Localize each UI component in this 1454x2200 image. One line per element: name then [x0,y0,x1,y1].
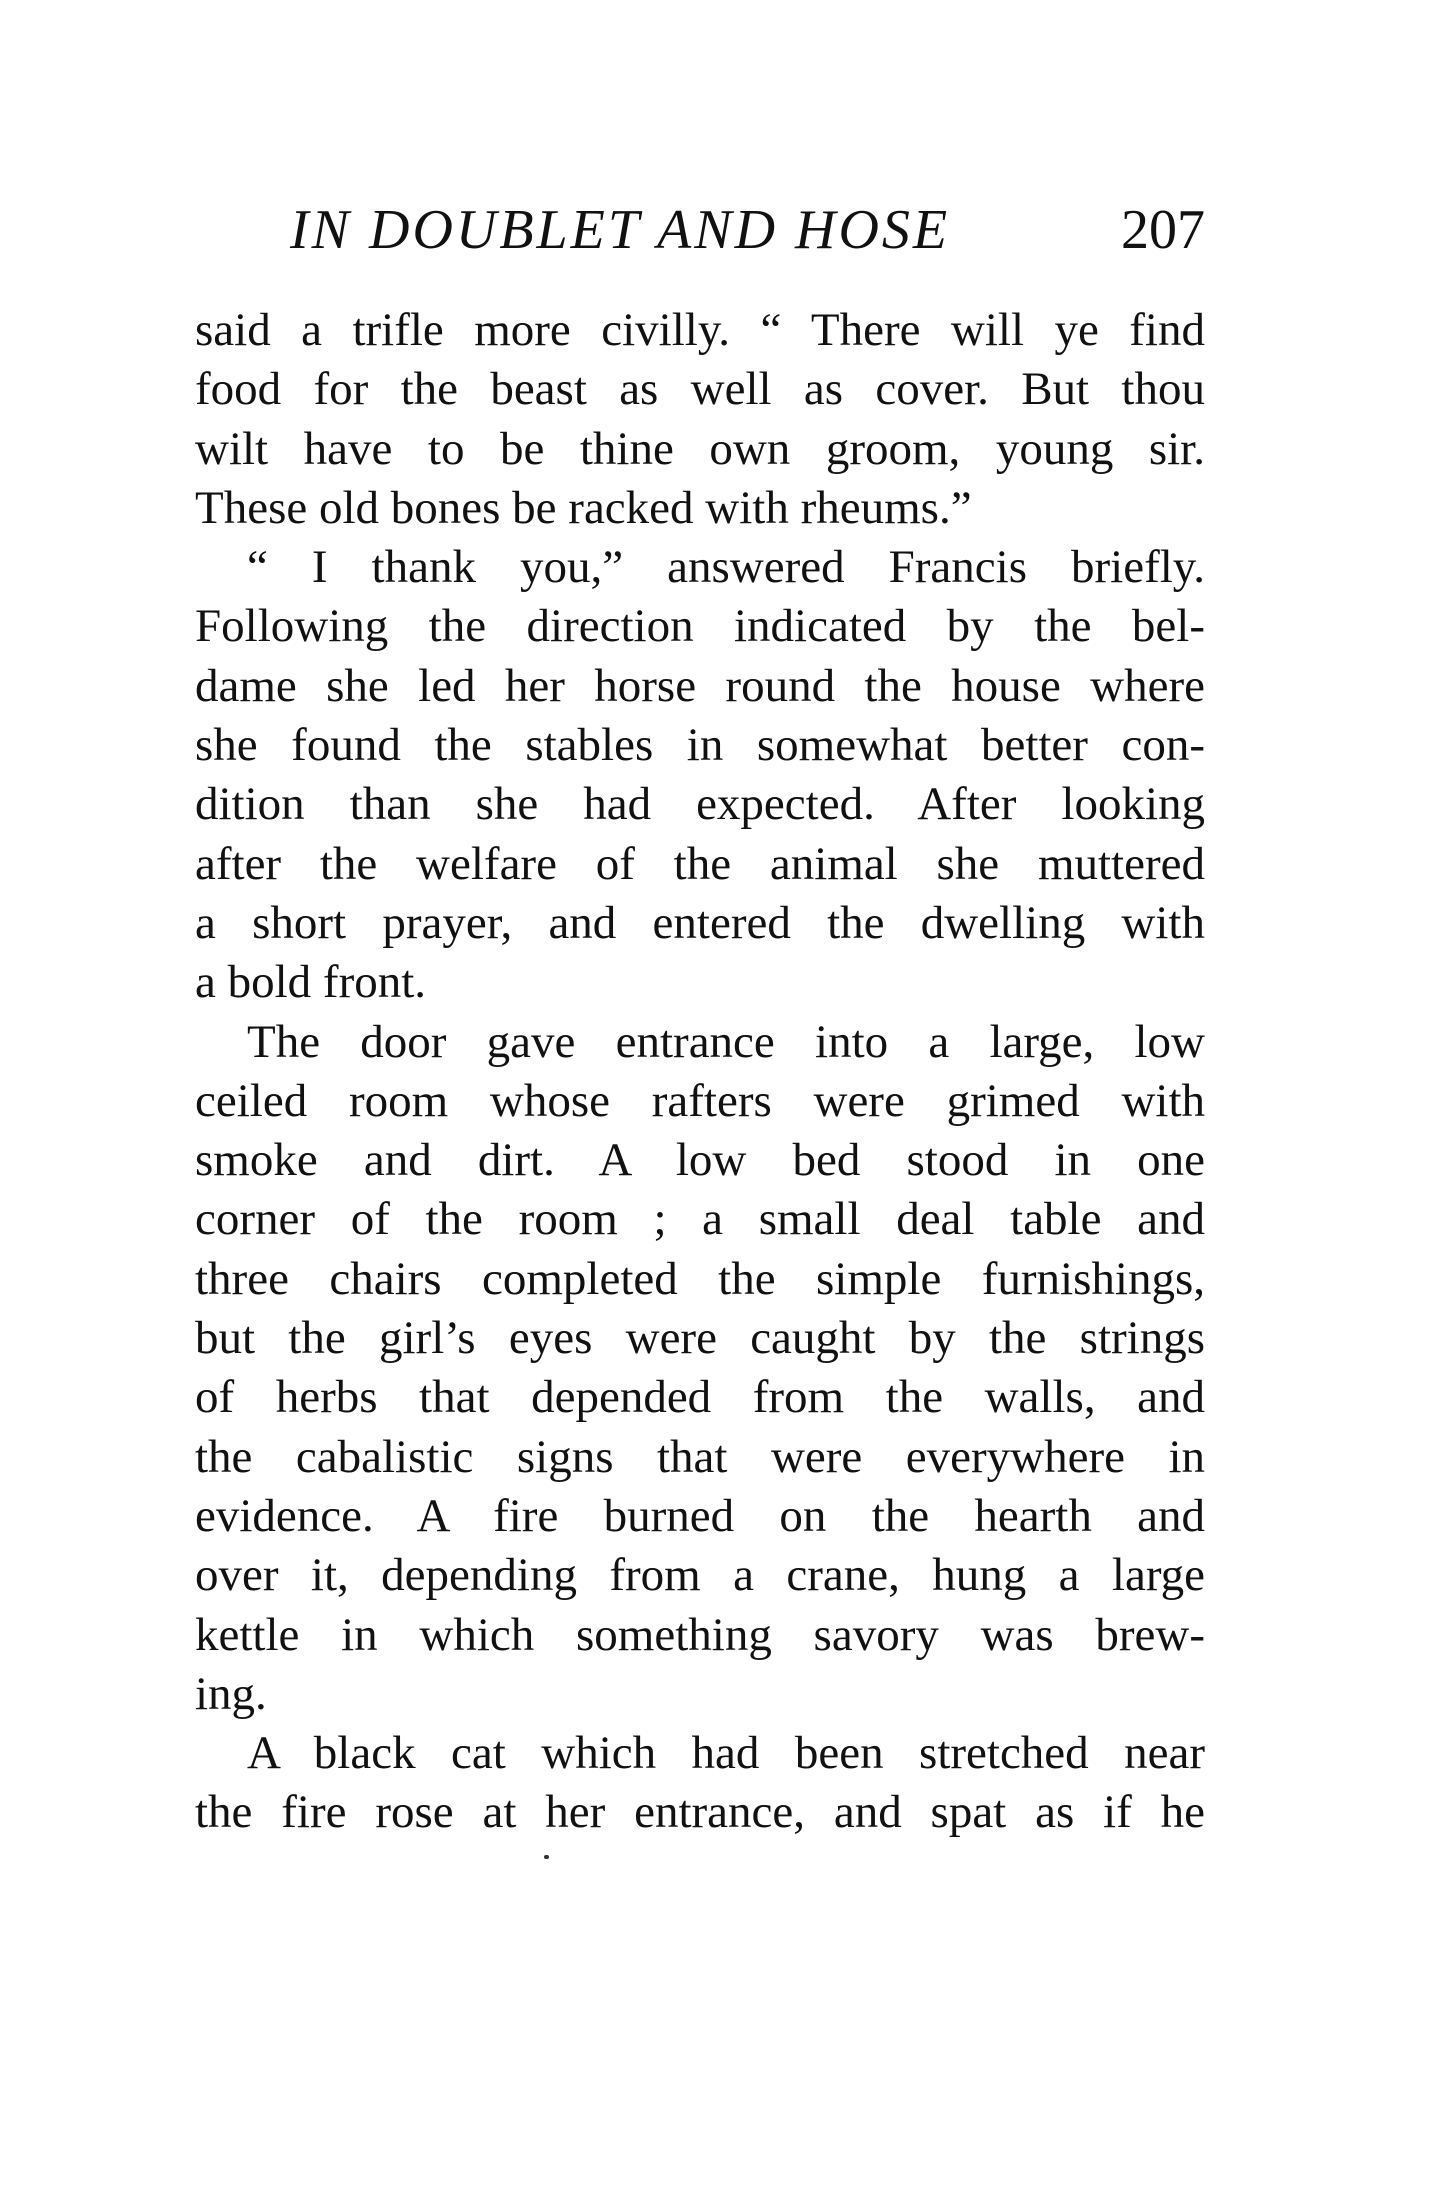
text-line: a short prayer, and entered the dwelling with [195,896,1205,949]
text-line: over it, depending from a crane, hung a large [195,1549,1205,1602]
running-title: IN DOUBLET AND HOSE [290,199,951,261]
text-line: food for the beast as well as cover. But thou [195,363,1205,416]
text-line: said a trifle more civilly. “ There will ye find [195,304,1205,356]
page-number: 207 [1121,199,1205,261]
text-line: dame she led her horse round the house where [195,659,1205,712]
text-line: ceiled room whose rafters were grimed with [195,1074,1205,1127]
body-text [195,301,1205,1843]
text-line: the fire rose at her entrance, and spat as if he [195,1786,1205,1839]
text-line: smoke and dirt. A low bed stood in one [195,1134,1205,1187]
text-line: of herbs that depended from the walls, and [195,1371,1205,1424]
text-line: “ I thank you,” answered Francis briefly. [247,541,1205,594]
text-line: ing. [195,1667,267,1720]
text-line: wilt have to be thine own groom, young sir. [195,422,1205,475]
text-line: after the welfare of the animal she muttered [195,837,1205,890]
text-line: corner of the room ; a small deal table and [195,1193,1205,1246]
text-line: The door gave entrance into a large, low [247,1015,1205,1068]
text-line: dition than she had expected. After looking [195,778,1205,831]
running-head [195,190,1205,270]
ink-speck [544,1855,549,1859]
text-line: three chairs completed the simple furnishings, [195,1252,1205,1305]
text-line: but the girl’s eyes were caught by the strings [195,1312,1205,1365]
text-line: Following the direction indicated by the bel- [195,600,1205,653]
text-line: These old bones be racked with rheums.” [195,481,972,534]
text-line: evidence. A fire burned on the hearth and [195,1489,1205,1542]
text-line: she found the stables in somewhat better con- [195,719,1205,772]
text-line: A black cat which had been stretched near [247,1727,1205,1780]
text-line: the cabalistic signs that were everywhere in [195,1430,1205,1483]
text-line: a bold front. [195,956,427,1009]
text-line: kettle in which something savory was brew- [195,1608,1205,1661]
